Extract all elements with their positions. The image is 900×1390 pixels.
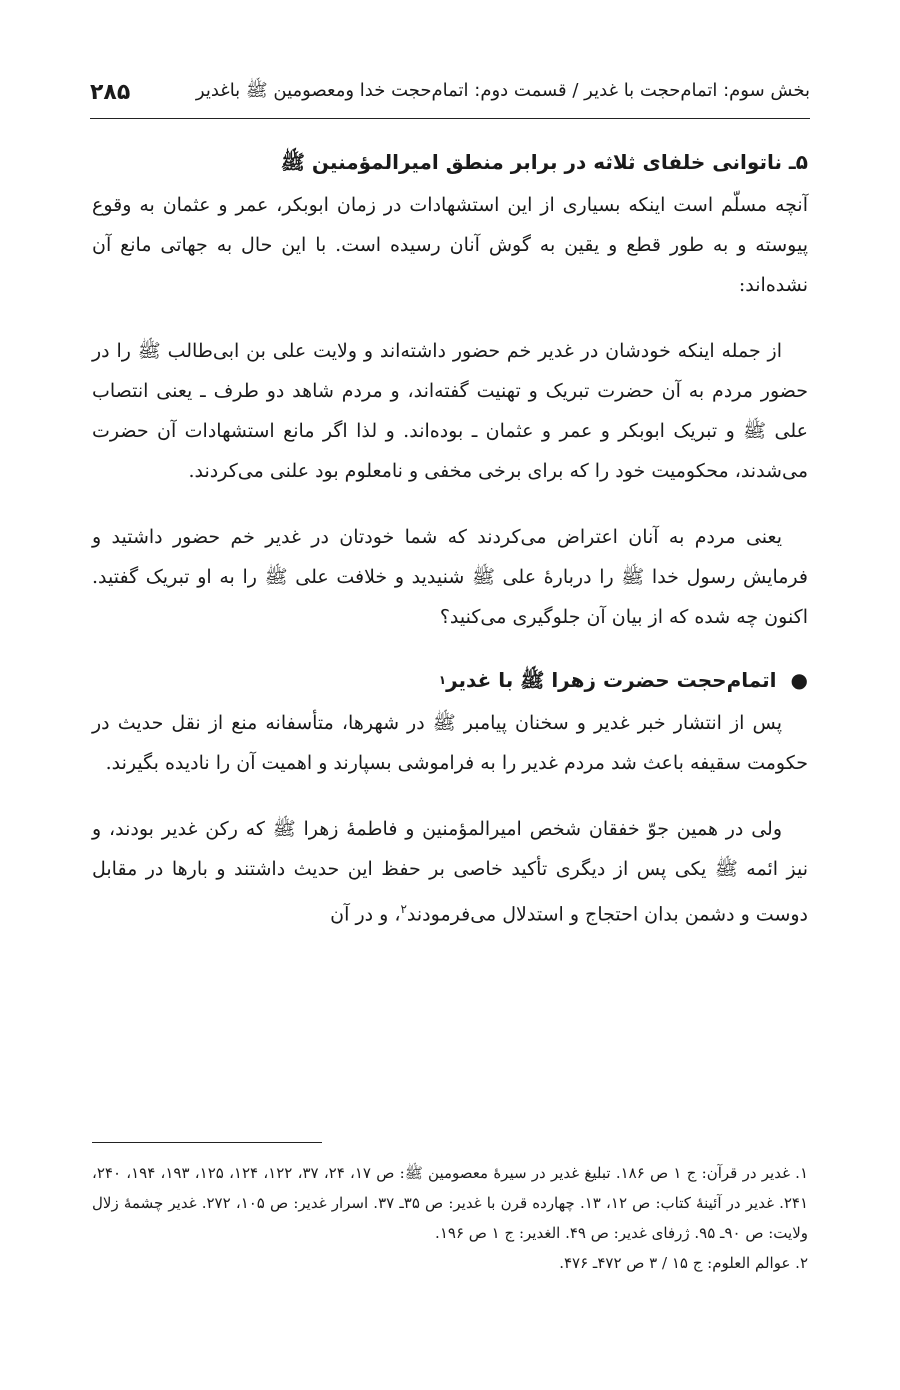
zahra-paragraph-1: پس از انتشار خبر غدیر و سخنان پیامبر ﷺ در شهرها، متأسفانه منع از نقل حدیث در حکومت سقیفه باعث شد مردم غدیر را به فراموشی بسپارند و اهمیت آن را نادیده بگیرند. (92, 712, 808, 774)
zahra-paragraph-2-tail: ، و در آن (330, 903, 401, 926)
footnote-ref-1[interactable]: ۱ (438, 673, 447, 687)
section-5-heading: ۵ـ ناتوانی خلفای ثلاثه در برابر منطق امیرالمؤمنین ﷺ (280, 150, 808, 174)
footnote-rule (92, 1142, 322, 1143)
section-5-paragraph-2: از جمله اینکه خودشان در غدیر خم حضور داشته‌اند و ولایت علی بن ابی‌طالب ﷺ را در حضور مردم به آن حضرت تبریک و تهنیت گفته‌اند، و مردم شاهد دو طرف ـ یعنی انتصاب علی ﷺ و تبریک ابوبکر و عمر و عثمان ـ بوده‌اند. و لذا اگر مانع استشهادات آن حضرت می‌شدند، محکومیت خود را که برای برخی مخفی و نامعلوم بود علنی می‌کردند. (92, 340, 808, 482)
footnote-1: ۱. غدیر در قرآن: ج ۱ ص ۱۸۶. تبلیغ غدیر در سیرهٔ معصومین ﷺ: ص ۱۷، ۲۴، ۳۷، ۱۲۲، ۱۲۴، ۱۲۵، ۱۹۳، ۱۹۴، ۲۴۰، ۲۴۱. غدیر در آئینهٔ کتاب: ص ۱۲، ۱۳. چهارده قرن با غدیر: ص ۳۵ـ ۳۷. اسرار غدیر: ص ۱۰۵، ۲۷۲. غدیر چشمهٔ زلال ولایت: ص ۹۰ـ ۹۵. ژرفای غدیر: ص ۴۹. الغدیر: ج ۱ ص ۱۹۶. (92, 1164, 809, 1242)
running-header (90, 70, 810, 114)
page-body (92, 145, 808, 934)
section-5-paragraph-1: آنچه مسلّم است اینکه بسیاری از این استشهادات در زمان ابوبکر، عمر و عثمان به وقوع پیوسته و به طور قطع و یقین به گوش آنان رسیده است. با این حال به جهاتی مانع آن نشده‌اند: (92, 194, 808, 296)
bullet-icon: ● (790, 668, 808, 692)
zahra-section-heading (92, 663, 808, 697)
section-5-paragraph-3: یعنی مردم به آنان اعتراض می‌کردند که شما خودتان در غدیر خم حضور داشتید و فرمایش رسول خدا ﷺ را دربارهٔ علی ﷺ شنیدید و خلافت علی ﷺ را به او تبریک گفتید. اکنون چه شده که از بیان آن جلوگیری می‌کنید؟ (92, 526, 808, 628)
zahra-section-title: اتمام‌حجت حضرت زهرا ﷺ با غدیر (446, 668, 777, 692)
zahra-paragraph-2 (92, 809, 808, 934)
running-title: بخش سوم: اتمام‌حجت با غدیر / قسمت دوم: اتمام‌حجت خدا ومعصومین ﷺ باغدیر (195, 80, 810, 101)
header-rule (90, 118, 810, 119)
footnote-ref-2[interactable]: ۲ (400, 902, 407, 916)
footnote-2: ۲. عوالم العلوم: ج ۱۵ / ۳ ص ۴۷۲ـ ۴۷۶. (559, 1254, 808, 1272)
zahra-paragraph-2-text: ولی در همین جوّ خفقان شخص امیرالمؤمنین و فاطمهٔ زهرا ﷺ که رکن غدیر بودند، و نیز ائمه ﷺ یکی پس از دیگری تأکید خاصی بر حفظ این حدیث داشتند و بارها در مقابل دوست و دشمن بدان احتجاج و استدلال می‌فرمودند (92, 818, 808, 926)
footnotes (92, 1158, 808, 1278)
page-number: ۲۸۵ (90, 79, 131, 105)
